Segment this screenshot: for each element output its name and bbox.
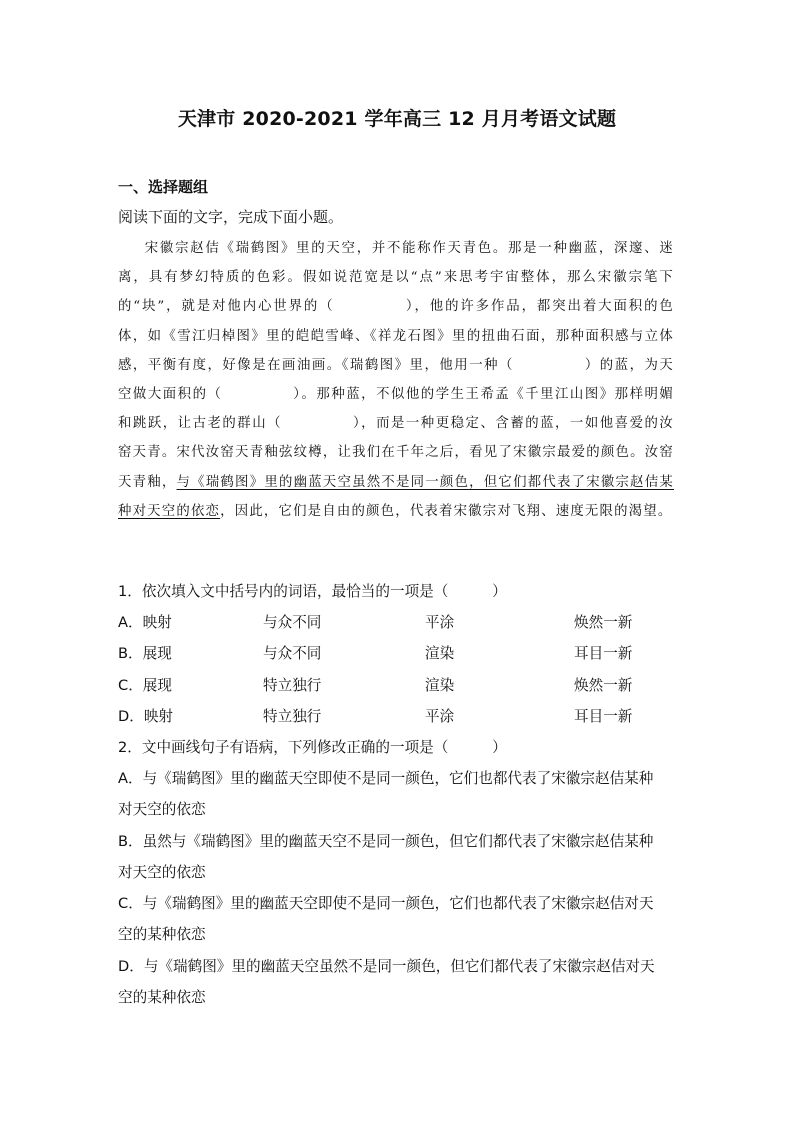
passage-text: 宋徽宗赵佶《瑞鹤图》里的天空，并不能称作天青色。那是一种幽蓝，深邃、迷离，具有梦幻特质的色彩。假如说范宽是以“点”来思考宇宙整体，那么宋徽宗笔下的“块”，就是对他内心世界的（ xyxy=(118,241,674,315)
option-text: 对天空的依恋 xyxy=(118,864,206,881)
option-word: 与众不同 xyxy=(263,614,322,631)
q2-option-d[interactable] xyxy=(118,951,678,1013)
option-text: 空的某种依恋 xyxy=(118,989,206,1006)
question-1-stem: 1．依次填入文中括号内的词语，最恰当的一项是（ ） xyxy=(118,583,507,600)
option-text: C．与《瑞鹤图》里的幽蓝天空即使不是同一颜色，它们也都代表了宋徽宗赵佶对天 xyxy=(118,895,654,912)
answer-blank xyxy=(335,292,406,321)
option-text: B．虽然与《瑞鹤图》里的幽蓝天空不是同一颜色，但它们都代表了宋徽宗赵佶某种 xyxy=(118,833,654,850)
q1-option-d[interactable] xyxy=(118,705,678,727)
answer-blank xyxy=(514,351,585,380)
option-label: C．展现 xyxy=(118,677,172,694)
option-word: 渲染 xyxy=(425,677,455,694)
passage-text: ），而是一种更稳定、含蓄的蓝，一如他喜爱的汝窑天青。宋代汝窑天青釉弦纹樽，让我们在千年之后，看见了宋徽宗最爱的颜色。汝窑天青釉， xyxy=(118,416,675,490)
option-word: 焕然一新 xyxy=(574,614,633,631)
option-word: 特立独行 xyxy=(263,677,322,694)
option-text: D．与《瑞鹤图》里的幽蓝天空虽然不是同一颜色，但它们都代表了宋徽宗赵佶对天 xyxy=(118,958,655,975)
section-heading: 一、选择题组 xyxy=(118,178,209,196)
q1-option-c[interactable] xyxy=(118,674,678,696)
passage-text: ）的蓝，为天空做大面积的（ xyxy=(118,357,675,403)
option-label: B．展现 xyxy=(118,645,172,662)
q1-option-a[interactable] xyxy=(118,611,678,633)
option-label: D．映射 xyxy=(118,708,174,725)
option-text: 对天空的依恋 xyxy=(118,801,206,818)
option-text: 空的某种依恋 xyxy=(118,926,206,943)
answer-blank xyxy=(282,409,353,438)
page-title: 天津市 2020-2021 学年高三 12 月月考语文试题 xyxy=(177,108,617,130)
option-word: 与众不同 xyxy=(263,645,322,662)
option-word: 耳目一新 xyxy=(574,645,633,662)
reading-passage xyxy=(118,234,674,526)
q2-option-a[interactable] xyxy=(118,763,678,825)
answer-blank xyxy=(222,380,293,409)
option-word: 平涂 xyxy=(425,614,455,631)
question-2-stem: 2．文中画线句子有语病，下列修改正确的一项是（ ） xyxy=(118,739,507,756)
option-text: A．与《瑞鹤图》里的幽蓝天空即使不是同一颜色，它们也都代表了宋徽宗赵佶某种 xyxy=(118,770,654,787)
passage-text: ），他的许多作品，都突出着大面积的色体，如《雪江归棹图》里的皑皑雪峰、《祥龙石图》里的扭曲石面，那种面积感与立体感，平衡有度，好像是在画油画。《瑞鹤图》里，他用一种（ xyxy=(118,299,674,373)
passage-text: ，因此，它们是自由的颜色，代表着宋徽宗对飞翔、速度无限的渴望。 xyxy=(220,503,673,519)
option-word: 平涂 xyxy=(425,708,455,725)
q2-option-b[interactable] xyxy=(118,826,678,888)
instruction-text: 阅读下面的文字，完成下面小题。 xyxy=(118,208,344,226)
option-word: 焕然一新 xyxy=(574,677,633,694)
option-label: A．映射 xyxy=(118,614,172,631)
passage-text: ）。那种蓝，不似他的学生王希孟《千里江山图》那样明媚和跳跃，让古老的群山（ xyxy=(118,387,674,432)
option-word: 耳目一新 xyxy=(574,708,633,725)
option-word: 渲染 xyxy=(425,645,455,662)
option-word: 特立独行 xyxy=(263,708,322,725)
q2-option-c[interactable] xyxy=(118,888,678,950)
q1-option-b[interactable] xyxy=(118,642,678,664)
underlined-sentence: 与《瑞鹤图》里的幽蓝天空虽然不是同一颜色，但它们都代表了宋徽宗赵佶某种对天空的依恋 xyxy=(118,474,674,519)
